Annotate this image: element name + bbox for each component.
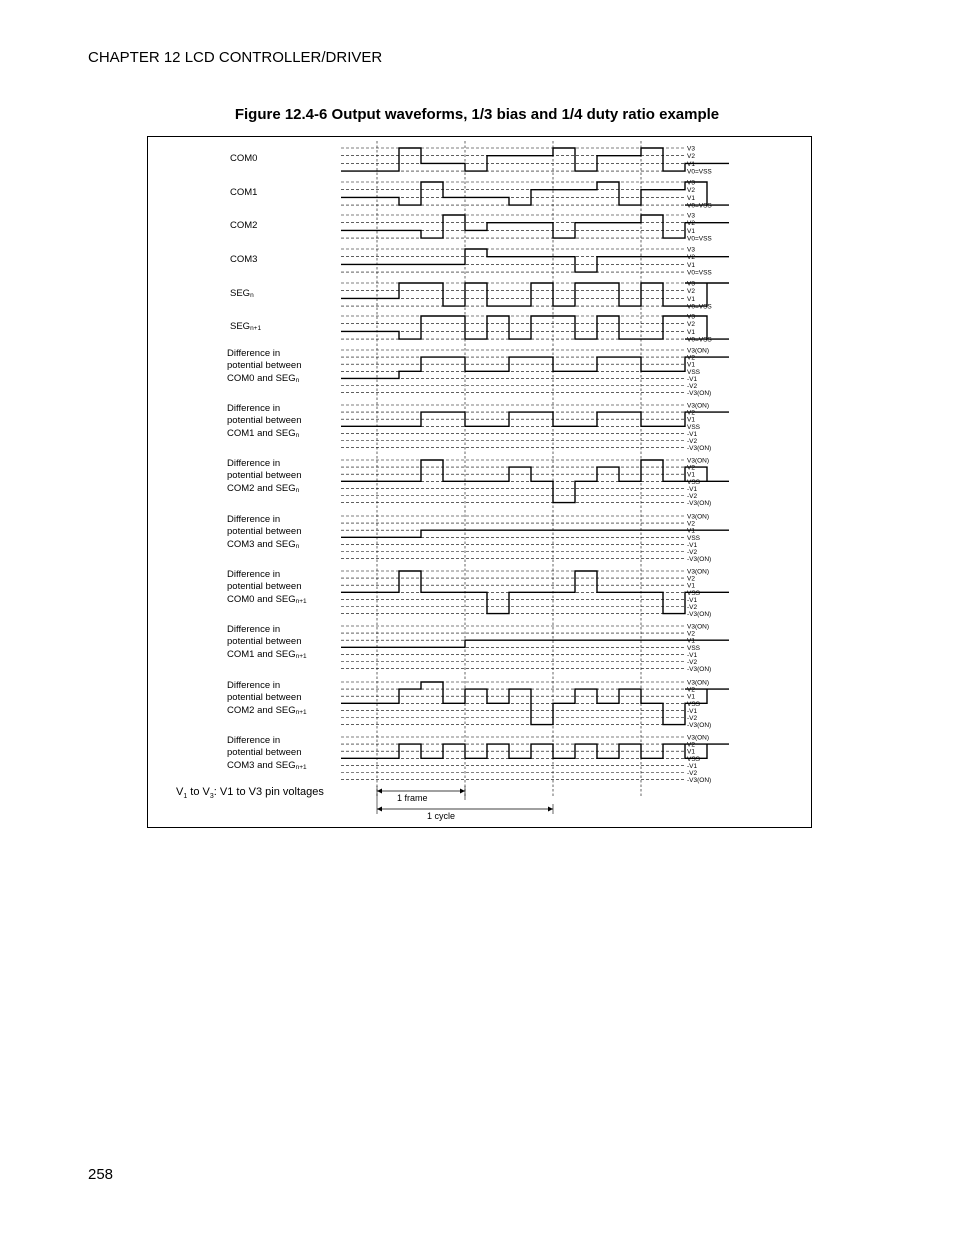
- level-label: V3(ON): [687, 623, 710, 631]
- level-label: V3(ON): [687, 347, 710, 355]
- level-label: -V2: [687, 715, 698, 722]
- level-label: -V1: [687, 762, 698, 770]
- level-label: -V3(ON): [687, 390, 712, 398]
- page-number: 258: [88, 1166, 114, 1183]
- waveform-COM3-SEGn: [341, 527, 729, 537]
- level-label: VSS: [687, 368, 701, 376]
- footnote: $V_1$ to $V_3$: V1 to V3 pin voltages: [176, 786, 324, 801]
- level-label: V1: [687, 295, 695, 303]
- waveform-COM3-SEGn+1: [341, 741, 729, 758]
- level-label: V2: [687, 686, 695, 694]
- level-label: V2: [687, 741, 695, 749]
- level-label: V3(ON): [687, 568, 710, 576]
- signal-label-COM2-SEGn: Difference in potential between COM2 and $SEG_n$: [227, 458, 302, 494]
- level-label: V2: [687, 153, 695, 161]
- level-label: V2: [687, 464, 695, 472]
- level-label: -V2: [687, 438, 698, 445]
- level-label: V1: [687, 637, 695, 645]
- level-label: V0=VSS: [687, 336, 712, 344]
- level-label: -V1: [687, 541, 698, 549]
- level-label: V0=VSS: [687, 269, 712, 277]
- level-label: -V2: [687, 604, 698, 611]
- waveform-COM2-SEGn: [341, 457, 729, 503]
- level-label: V0=VSS: [687, 303, 712, 311]
- level-label: -V2: [687, 659, 698, 666]
- waveform-COM3: [341, 246, 729, 272]
- figure-title: Figure 12.4-6 Output waveforms, 1/3 bias and 1/4 duty ratio example: [234, 106, 720, 123]
- frame-arrow-head-left: [377, 789, 382, 794]
- level-label: V1: [687, 227, 695, 235]
- signal-label-COM3-SEGn: Difference in potential between COM3 and $SEG_n$: [227, 514, 302, 550]
- level-label: VSS: [687, 755, 701, 763]
- level-label: V0=VSS: [687, 202, 712, 210]
- level-label: V2: [687, 575, 695, 583]
- level-label: V3: [687, 313, 695, 321]
- level-label: -V1: [687, 375, 698, 383]
- level-label: V1: [687, 748, 695, 756]
- waveform-SEGn+1: [341, 313, 729, 339]
- level-label: -V3(ON): [687, 445, 712, 453]
- level-label: -V3(ON): [687, 611, 712, 619]
- level-label: V1: [687, 693, 695, 701]
- signal-label-COM0-SEGn+1: Difference in potential between COM0 and $SEG_{n+1}$: [227, 569, 307, 605]
- level-label: VSS: [687, 478, 701, 486]
- level-label: V0=VSS: [687, 168, 712, 176]
- frame-marker-label: 1 frame: [397, 793, 428, 803]
- signal-label-COM0-SEGn: Difference in potential between COM0 and $SEG_n$: [227, 348, 302, 384]
- level-label: -V1: [687, 707, 698, 715]
- level-label: V1: [687, 194, 695, 202]
- level-label: V3(ON): [687, 457, 710, 465]
- level-label: VSS: [687, 423, 701, 431]
- waveform-COM0-SEGn: [341, 354, 729, 378]
- level-label: V2: [687, 409, 695, 417]
- level-label: V3: [687, 145, 695, 153]
- level-label: V2: [687, 321, 695, 329]
- level-label: -V2: [687, 383, 698, 390]
- level-label: V3(ON): [687, 513, 710, 521]
- level-label: V1: [687, 261, 695, 269]
- level-label: V3(ON): [687, 679, 710, 687]
- signal-label-COM0: COM0: [230, 153, 258, 164]
- level-label: V3: [687, 246, 695, 254]
- level-label: V2: [687, 354, 695, 362]
- signal-label-COM2: COM2: [230, 220, 258, 231]
- level-label: V3(ON): [687, 734, 710, 742]
- signal-label-COM1-SEGn+1: Difference in potential between COM1 and $SEG_{n+1}$: [227, 624, 307, 660]
- level-label: -V2: [687, 493, 698, 500]
- waveform-COM0: [341, 145, 729, 171]
- cycle-marker-label: 1 cycle: [427, 811, 456, 821]
- level-label: -V3(ON): [687, 500, 712, 508]
- cycle-arrow-head-right: [548, 807, 553, 812]
- level-label: V0=VSS: [687, 235, 712, 243]
- waveform-COM2: [341, 212, 729, 238]
- level-label: -V1: [687, 596, 698, 604]
- level-label: V1: [687, 328, 695, 336]
- level-label: -V3(ON): [687, 722, 712, 730]
- level-label: V2: [687, 254, 695, 262]
- level-label: VSS: [687, 644, 701, 652]
- level-label: V1: [687, 416, 695, 424]
- level-label: V1: [687, 527, 695, 535]
- level-label: V2: [687, 187, 695, 195]
- waveform-COM0-SEGn+1: [341, 568, 729, 614]
- level-label: V3: [687, 212, 695, 220]
- level-label: V1: [687, 361, 695, 369]
- signal-label-COM3: COM3: [230, 254, 258, 265]
- level-label: V1: [687, 471, 695, 479]
- waveform-COM1: [341, 179, 729, 205]
- level-label: V2: [687, 220, 695, 228]
- level-label: -V3(ON): [687, 777, 712, 785]
- level-label: -V2: [687, 770, 698, 777]
- level-label: V2: [687, 288, 695, 296]
- waveform-COM1-SEGn: [341, 409, 729, 426]
- level-label: V2: [687, 520, 695, 528]
- waveform-COM1-SEGn+1: [341, 637, 729, 647]
- level-label: VSS: [687, 700, 701, 708]
- level-label: V3: [687, 280, 695, 288]
- level-label: -V3(ON): [687, 556, 712, 564]
- cycle-arrow-head-left: [377, 807, 382, 812]
- level-label: V3(ON): [687, 402, 710, 410]
- frame-arrow-head-right: [460, 789, 465, 794]
- level-label: V1: [687, 160, 695, 168]
- level-label: VSS: [687, 589, 701, 597]
- level-label: -V1: [687, 430, 698, 438]
- level-label: -V2: [687, 549, 698, 556]
- level-label: -V3(ON): [687, 666, 712, 674]
- level-label: V3: [687, 179, 695, 187]
- signal-label-COM1-SEGn: Difference in potential between COM1 and $SEG_n$: [227, 403, 302, 439]
- signal-label-SEGn+1: $SEG_{n+1}$: [230, 321, 262, 332]
- chapter-header: CHAPTER 12 LCD CONTROLLER/DRIVER: [88, 49, 383, 66]
- level-label: VSS: [687, 534, 701, 542]
- signal-label-COM1: COM1: [230, 187, 258, 198]
- waveform-COM2-SEGn+1: [341, 679, 729, 725]
- waveform-SEGn: [341, 280, 729, 306]
- level-label: V1: [687, 582, 695, 590]
- signal-label-COM3-SEGn+1: Difference in potential between COM3 and $SEG_{n+1}$: [227, 735, 307, 771]
- level-label: V2: [687, 630, 695, 638]
- signal-label-COM2-SEGn+1: Difference in potential between COM2 and $SEG_{n+1}$: [227, 680, 307, 716]
- level-label: -V1: [687, 485, 698, 493]
- level-label: -V1: [687, 651, 698, 659]
- signal-label-SEGn: $SEG_n$: [230, 288, 254, 299]
